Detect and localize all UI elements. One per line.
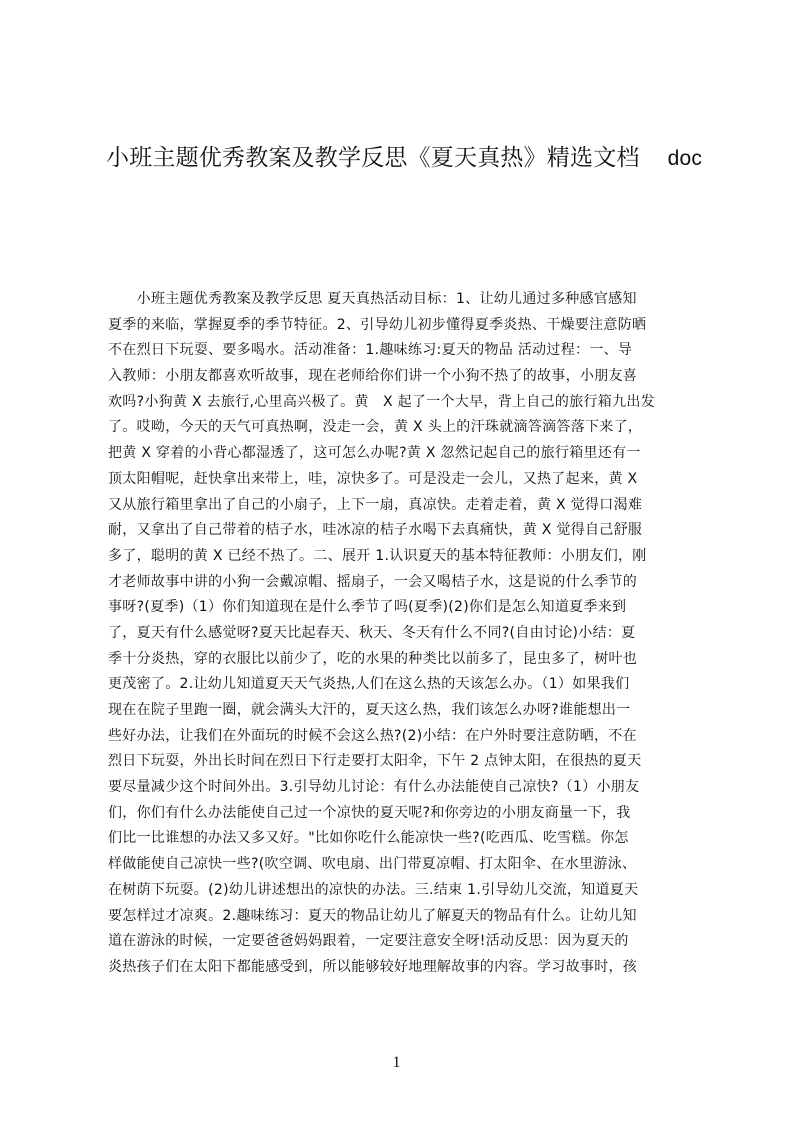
page-number: 1 xyxy=(392,1054,401,1071)
document-body xyxy=(108,287,698,975)
body-line: 小班主题优秀教案及教学反思 夏天真热活动目标：1、让幼儿通过多种感官感知 xyxy=(108,291,637,307)
body-line: 夏季的来临，掌握夏季的季节特征。2、引导幼儿初步懂得夏季炎热、干燥要注意防晒 xyxy=(108,316,647,333)
document-title xyxy=(106,143,702,179)
body-line: 入教师：小朋友都喜欢听故事，现在老师给你们讲一个小狗不热了的故事，小朋友喜 xyxy=(108,368,638,385)
body-line: 更茂密了。2.让幼儿知道夏天天气炎热,人们在这么热的天该怎么办。（1）如果我们 xyxy=(108,676,630,693)
body-line: 们比一比谁想的办法又多又好。"比如你吃什么能凉快一些?(吃西瓜、吃雪糕。你怎 xyxy=(108,830,629,847)
body-line: 要怎样过才凉爽。2.趣味练习：夏天的物品让幼儿了解夏天的物品有什么。让幼儿知 xyxy=(108,907,637,924)
body-line: 样做能使自己凉快一些?(吹空调、吹电扇、出门带夏凉帽、打太阳伞、在水里游泳、 xyxy=(108,856,637,873)
body-line: 们，你们有什么办法能使自己过一个凉快的夏天呢?和你旁边的小朋友商量一下，我 xyxy=(108,804,631,821)
body-line: 了，夏天有什么感觉呀?夏天比起春天、秋天、冬天有什么不同?(自由讨论)小结：夏 xyxy=(108,624,636,641)
body-line: 欢吗?小狗黄 X 去旅行,心里高兴极了。黄 X 起了一个大早，背上自己的旅行箱九出发 xyxy=(108,393,656,410)
body-line: 在树荫下玩耍。(2)幼儿讲述想出的凉快的办法。三.结束 1.引导幼儿交流，知道夏天 xyxy=(108,881,639,898)
body-line: 了。哎呦，今天的天气可真热啊，没走一会，黄 X 头上的汗珠就滴答滴答落下来了， xyxy=(108,419,643,436)
body-line: 道在游泳的时候，一定要爸爸妈妈跟着，一定要注意安全呀!活动反思：因为夏天的 xyxy=(108,933,629,950)
body-line: 顶太阳帽呢，赶快拿出来带上，哇，凉快多了。可是没走一会儿，又热了起来，黄 X xyxy=(108,470,638,487)
body-line: 把黄 X 穿着的小背心都湿透了，这可怎么办呢?黄 X 忽然记起自己的旅行箱里还有一 xyxy=(108,445,641,462)
document-title-extension: doc xyxy=(667,147,703,170)
body-line: 些好办法，让我们在外面玩的时候不会这么热?(2)小结：在户外时要注意防晒，不在 xyxy=(108,727,637,744)
body-line: 才老师故事中讲的小狗一会戴凉帽、摇扇子，一会又喝桔子水，这是说的什么季节的 xyxy=(108,573,638,590)
body-line: 又从旅行箱里拿出了自己的小扇子，上下一扇，真凉快。走着走着，黄 X 觉得口渴难 xyxy=(108,496,643,513)
body-line: 事呀?(夏季)（1）你们知道现在是什么季节了吗(夏季)(2)你们是怎么知道夏季来到 xyxy=(108,599,627,616)
body-line: 多了，聪明的黄 X 已经不热了。二、展开 1.认识夏天的基本特征教师：小朋友们，刚 xyxy=(108,547,647,564)
body-line: 季十分炎热，穿的衣服比以前少了，吃的水果的种类比以前多了，昆虫多了，树叶也 xyxy=(108,650,638,667)
document-title-text: 小班主题优秀教案及教学反思《夏天真热》精选文档 xyxy=(106,145,640,171)
body-line: 烈日下玩耍，外出长时间在烈日下行走要打太阳伞，下午 2 点钟太阳，在很热的夏天 xyxy=(108,753,642,770)
body-line: 炎热孩子们在太阳下都能感受到，所以能够较好地理解故事的内容。学习故事时，孩 xyxy=(108,958,638,975)
body-line: 现在在院子里跑一圈，就会满头大汗的，夏天这么热，我们该怎么办呀?谁能想出一 xyxy=(108,702,631,718)
body-line: 要尽量减少这个时间外出。3.引导幼儿讨论：有什么办法能使自己凉快?（1）小朋友 xyxy=(108,779,640,796)
body-line: 耐，又拿出了自己带着的桔子水，哇冰凉的桔子水喝下去真痛快，黄 X 觉得自己舒服 xyxy=(108,522,643,539)
body-line: 不在烈日下玩耍、要多喝水。活动准备：1.趣味练习:夏天的物品 活动过程：一、导 xyxy=(108,342,633,359)
